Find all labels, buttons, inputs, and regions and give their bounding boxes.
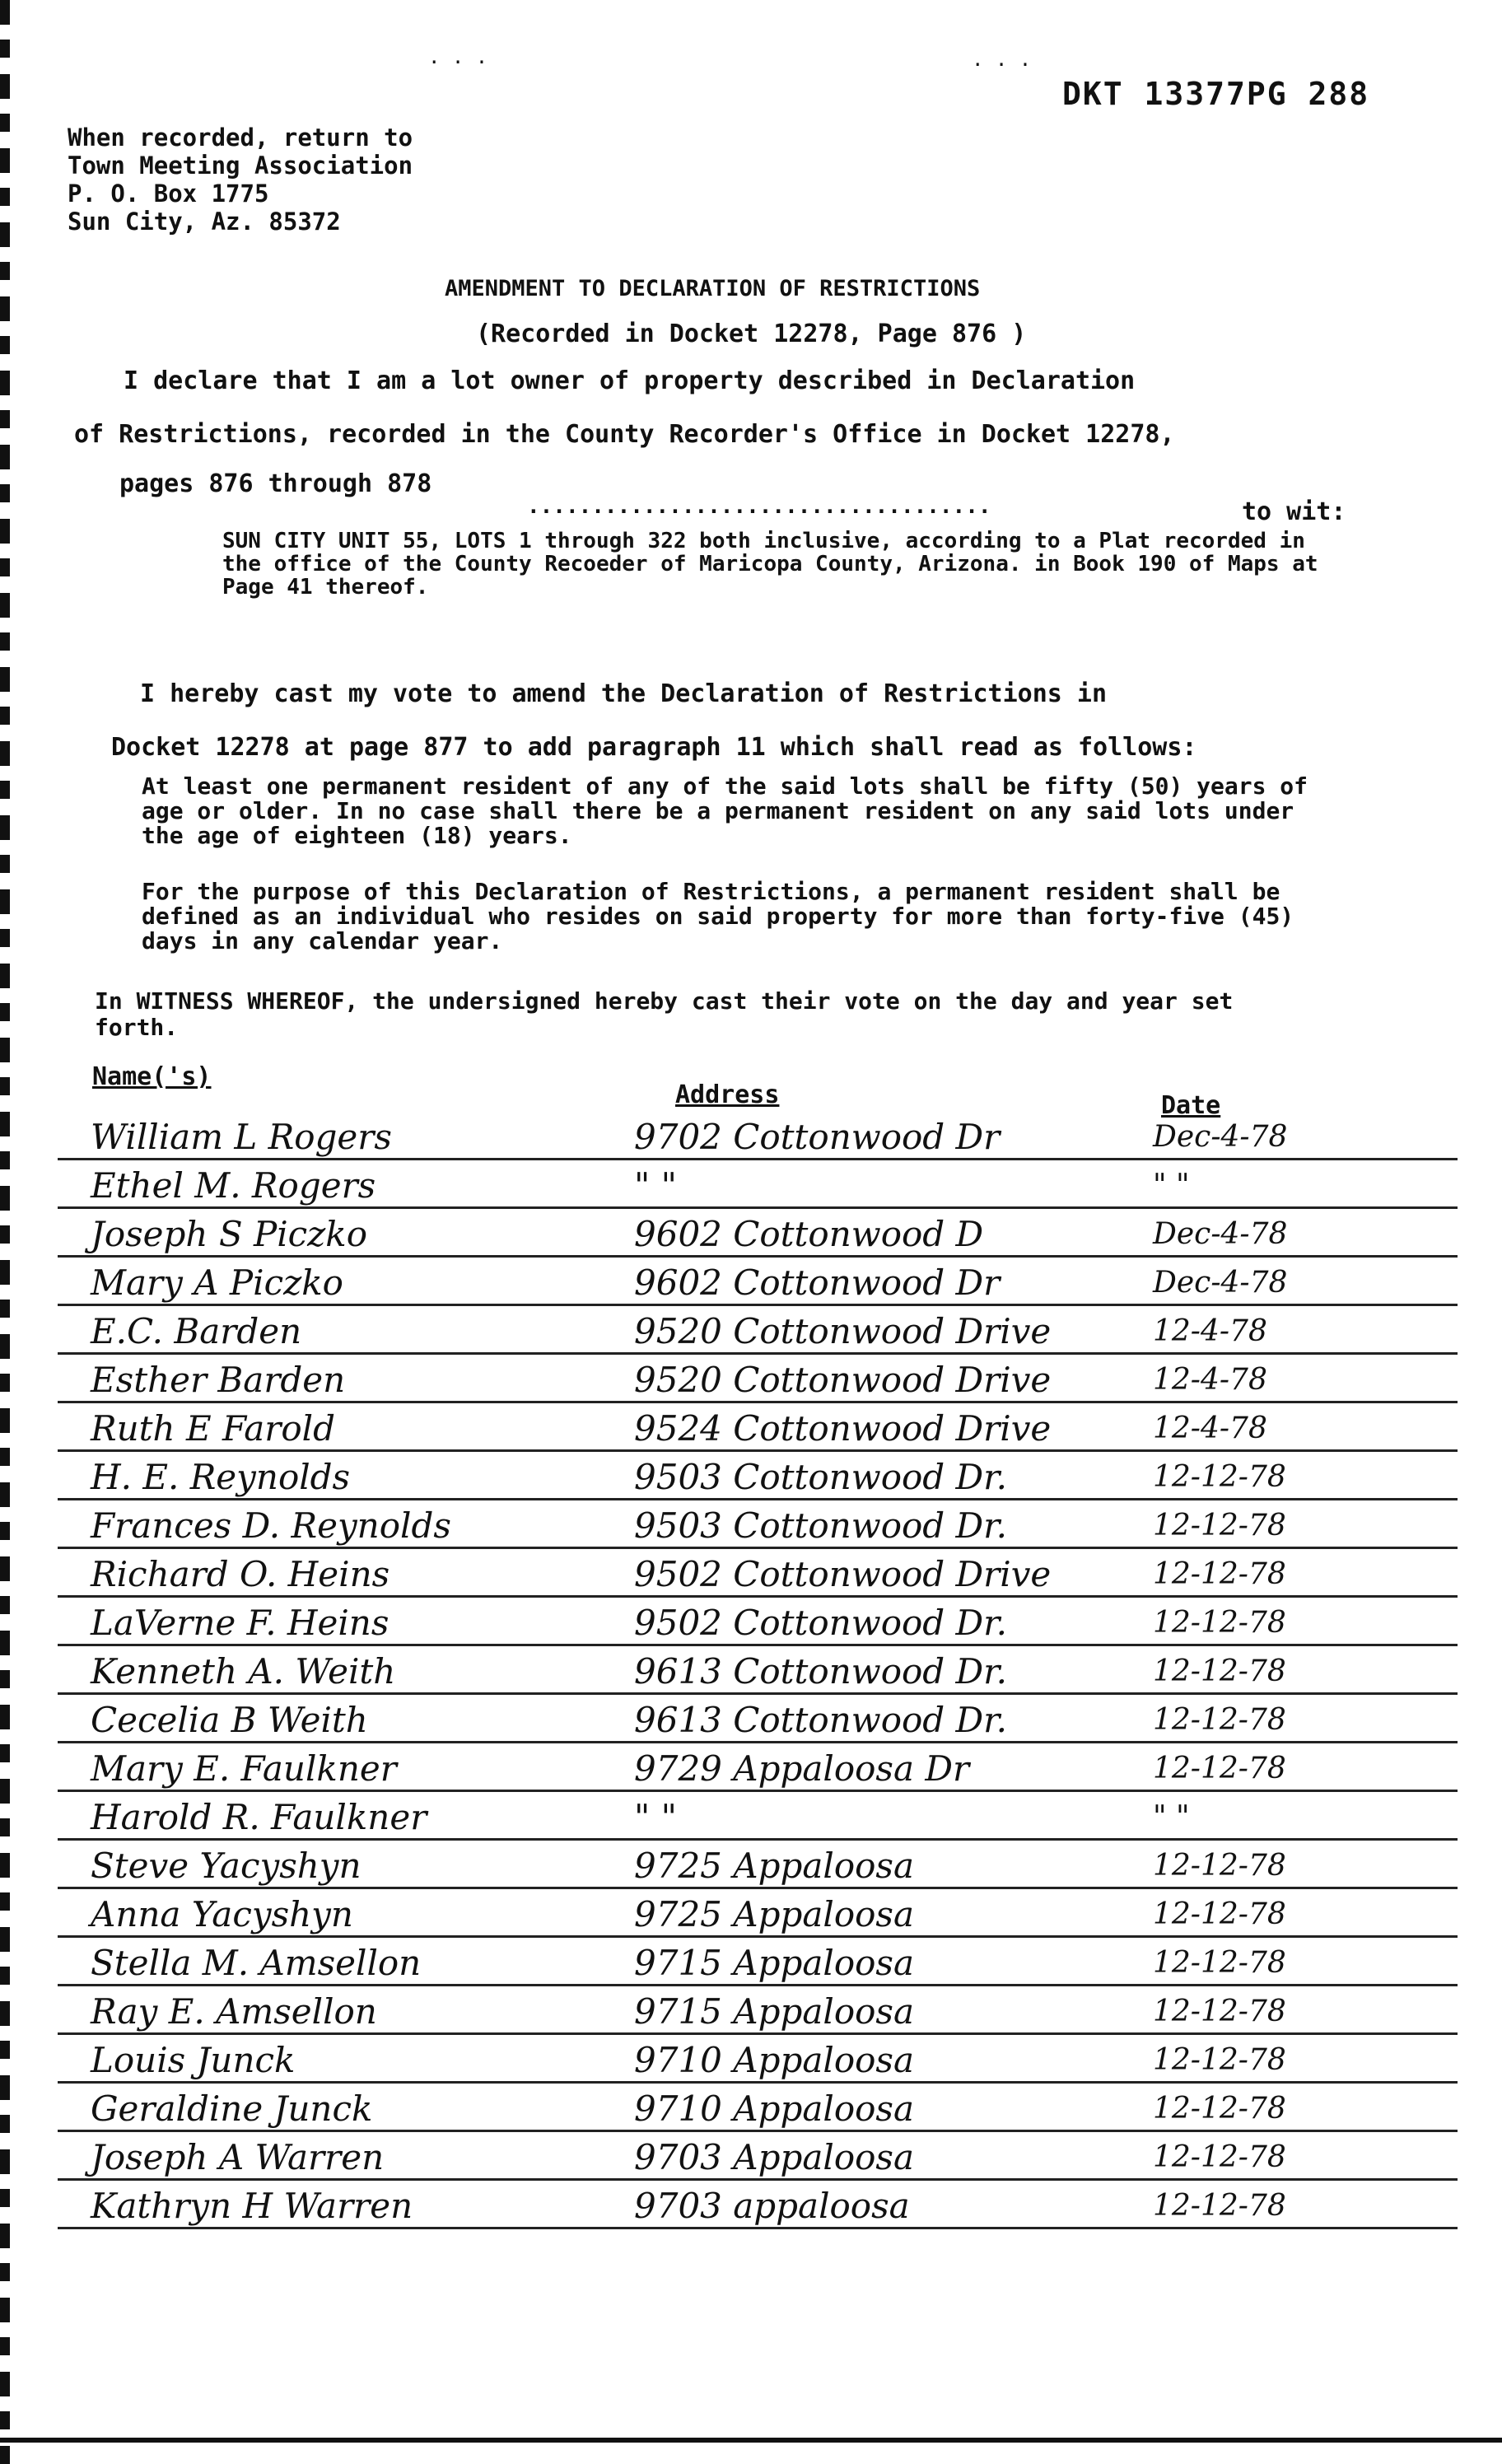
signature-address: 9715 Appaloosa <box>634 1991 914 2032</box>
signature-address: 9703 appaloosa <box>634 2186 910 2226</box>
signature-address: 9503 Cottonwood Dr. <box>634 1457 1007 1497</box>
signature-address: 9502 Cottonwood Dr. <box>634 1603 1007 1643</box>
signature-date: 12-12-78 <box>1153 2092 1286 2126</box>
table-row <box>58 1841 1458 1889</box>
document-title: AMENDMENT TO DECLARATION OF RESTRICTIONS <box>445 276 981 301</box>
signature-address: 9725 Appaloosa <box>634 1894 914 1934</box>
signature-date: 12-12-78 <box>1153 2140 1286 2174</box>
signature-date: 12-12-78 <box>1153 1946 1286 1980</box>
table-row <box>58 1598 1458 1646</box>
signature-name: Esther Barden <box>91 1360 346 1400</box>
table-row <box>58 1160 1458 1209</box>
table-row <box>58 1695 1458 1743</box>
signature-date: 12-12-78 <box>1153 1557 1286 1591</box>
legal-description: SUN CITY UNIT 55, LOTS 1 through 322 both inclusive, according to a Plat recorded in the office of the County Recoeder of Maricopa County, Arizona. in Book 190 of Maps at Page 41 thereof. <box>222 529 1318 600</box>
signature-date: 12-12-78 <box>1153 1703 1286 1737</box>
table-row <box>58 2035 1458 2084</box>
scan-specks: . . . <box>972 48 1032 71</box>
return-address <box>68 124 562 236</box>
signature-address: 9702 Cottonwood Dr <box>634 1117 1001 1157</box>
vote-paragraph <box>111 667 1375 774</box>
recorded-reference: (Recorded in Docket 12278, Page 876 ) <box>476 320 1027 348</box>
signature-address: 9503 Cottonwood Dr. <box>634 1505 1007 1546</box>
signature-name: Ray E. Amsellon <box>91 1991 377 2032</box>
table-row <box>58 2084 1458 2132</box>
signature-address: " " <box>634 1165 677 1206</box>
signature-name: E.C. Barden <box>91 1311 302 1351</box>
signature-date: 12-12-78 <box>1153 1509 1286 1542</box>
column-header-address: Address <box>675 1080 780 1109</box>
definition-text: For the purpose of this Declaration of Restrictions, a permanent resident shall be defined as an individual who resides on said property for more than forty-five (45) days in any calendar year. <box>142 878 1294 954</box>
signature-date: 12-12-78 <box>1153 1897 1286 1931</box>
signature-address: 9710 Appaloosa <box>634 2040 914 2080</box>
signature-table <box>58 1112 1458 2229</box>
signature-name: Steve Yacyshyn <box>91 1846 362 1886</box>
paragraph-11-text: At least one permanent resident of any of the said lots shall be fifty (50) years of age or older. In no case shall there be a permanent resident on any said lots under the age of eighteen (18) years. <box>142 772 1308 849</box>
table-row <box>58 1209 1458 1258</box>
table-row <box>58 1112 1458 1160</box>
signature-date: " " <box>1153 1800 1190 1834</box>
table-row <box>58 2181 1458 2229</box>
signature-name: Mary A Piczko <box>91 1262 343 1303</box>
declaration-line: I declare that I am a lot owner of property described in Declaration <box>124 366 1136 395</box>
signature-date: 12-12-78 <box>1153 1606 1286 1640</box>
signature-name: Mary E. Faulkner <box>91 1748 397 1789</box>
signature-date: 12-12-78 <box>1153 2189 1286 2223</box>
signature-date: Dec-4-78 <box>1153 1266 1288 1300</box>
table-row <box>58 1792 1458 1841</box>
signature-date: " " <box>1153 1169 1190 1202</box>
table-row <box>58 1403 1458 1452</box>
table-row <box>58 1743 1458 1792</box>
signature-address: 9613 Cottonwood Dr. <box>634 1651 1007 1692</box>
return-line: When recorded, return to <box>68 124 413 152</box>
scan-specks: . . . <box>428 45 488 68</box>
table-row <box>58 1452 1458 1500</box>
signature-name: Kathryn H Warren <box>91 2186 413 2226</box>
signature-name: Anna Yacyshyn <box>91 1894 353 1934</box>
signature-address: 9524 Cottonwood Drive <box>634 1408 1052 1449</box>
signature-date: Dec-4-78 <box>1153 1217 1288 1251</box>
table-row <box>58 1986 1458 2035</box>
signature-date: 12-4-78 <box>1153 1412 1267 1445</box>
signature-date: 12-12-78 <box>1153 1460 1286 1494</box>
signature-date: 12-12-78 <box>1153 1654 1286 1688</box>
signature-name: Frances D. Reynolds <box>91 1505 451 1546</box>
signature-address: 9520 Cottonwood Drive <box>634 1311 1052 1351</box>
vote-line: Docket 12278 at page 877 to add paragraph 11 which shall read as follows: <box>111 733 1197 762</box>
table-row <box>58 1938 1458 1986</box>
declaration-line: of Restrictions, recorded in the County Recorder's Office in Docket 12278, <box>74 420 1175 449</box>
column-header-name: Name('s) <box>92 1062 212 1091</box>
pages-line: pages 876 through 878 <box>119 469 432 498</box>
vote-line: I hereby cast my vote to amend the Declaration of Restrictions in <box>140 679 1107 708</box>
signature-name: Geraldine Junck <box>91 2088 373 2129</box>
signature-address: " " <box>634 1797 677 1837</box>
signature-name: Kenneth A. Weith <box>91 1651 396 1692</box>
signature-address: 9703 Appaloosa <box>634 2137 914 2177</box>
to-wit: to wit: <box>1242 497 1346 526</box>
table-row <box>58 1258 1458 1306</box>
signature-address: 9613 Cottonwood Dr. <box>634 1700 1007 1740</box>
signature-address: 9602 Cottonwood Dr <box>634 1262 1001 1303</box>
signature-address: 9602 Cottonwood D <box>634 1214 984 1254</box>
signature-date: 12-4-78 <box>1153 1314 1267 1348</box>
docket-reference: DKT 13377PG 288 <box>1062 76 1370 112</box>
table-row <box>58 1889 1458 1938</box>
return-line: Town Meeting Association <box>68 152 413 180</box>
signature-name: Louis Junck <box>91 2040 296 2080</box>
table-row <box>58 2132 1458 2181</box>
signature-name: Cecelia B Weith <box>91 1700 368 1740</box>
signature-name: Ethel M. Rogers <box>91 1165 376 1206</box>
table-row <box>58 1500 1458 1549</box>
signature-address: 9710 Appaloosa <box>634 2088 914 2129</box>
signature-date: 12-12-78 <box>1153 2043 1286 2077</box>
signature-date: 12-12-78 <box>1153 1752 1286 1785</box>
signature-name: William L Rogers <box>91 1117 392 1157</box>
signature-name: LaVerne F. Heins <box>91 1603 389 1643</box>
signature-date: 12-12-78 <box>1153 1995 1286 2028</box>
leader-dots: .................................... <box>527 494 991 519</box>
signature-name: Harold R. Faulkner <box>91 1797 427 1837</box>
return-line: P. O. Box 1775 <box>68 180 269 208</box>
witness-clause: In WITNESS WHEREOF, the undersigned hereby cast their vote on the day and year set forth. <box>95 987 1234 1041</box>
signature-name: Joseph S Piczko <box>91 1214 368 1254</box>
table-row <box>58 1306 1458 1355</box>
signature-name: Ruth E Farold <box>91 1408 335 1449</box>
signature-address: 9729 Appaloosa Dr <box>634 1748 970 1789</box>
signature-name: H. E. Reynolds <box>91 1457 351 1497</box>
declaration-paragraph <box>74 354 1359 461</box>
signature-address: 9725 Appaloosa <box>634 1846 914 1886</box>
scan-bottom-edge <box>0 2438 1502 2443</box>
signature-name: Stella M. Amsellon <box>91 1943 422 1983</box>
signature-address: 9502 Cottonwood Drive <box>634 1554 1052 1594</box>
table-row <box>58 1646 1458 1695</box>
scan-edge <box>0 0 10 2464</box>
table-row <box>58 1549 1458 1598</box>
column-header-date: Date <box>1161 1091 1221 1120</box>
signature-name: Joseph A Warren <box>91 2137 385 2177</box>
table-row <box>58 1355 1458 1403</box>
signature-date: 12-12-78 <box>1153 1849 1286 1883</box>
signature-address: 9520 Cottonwood Drive <box>634 1360 1052 1400</box>
signature-date: 12-4-78 <box>1153 1363 1267 1397</box>
signature-name: Richard O. Heins <box>91 1554 390 1594</box>
signature-date: Dec-4-78 <box>1153 1120 1288 1154</box>
signature-address: 9715 Appaloosa <box>634 1943 914 1983</box>
return-line: Sun City, Az. 85372 <box>68 208 341 236</box>
